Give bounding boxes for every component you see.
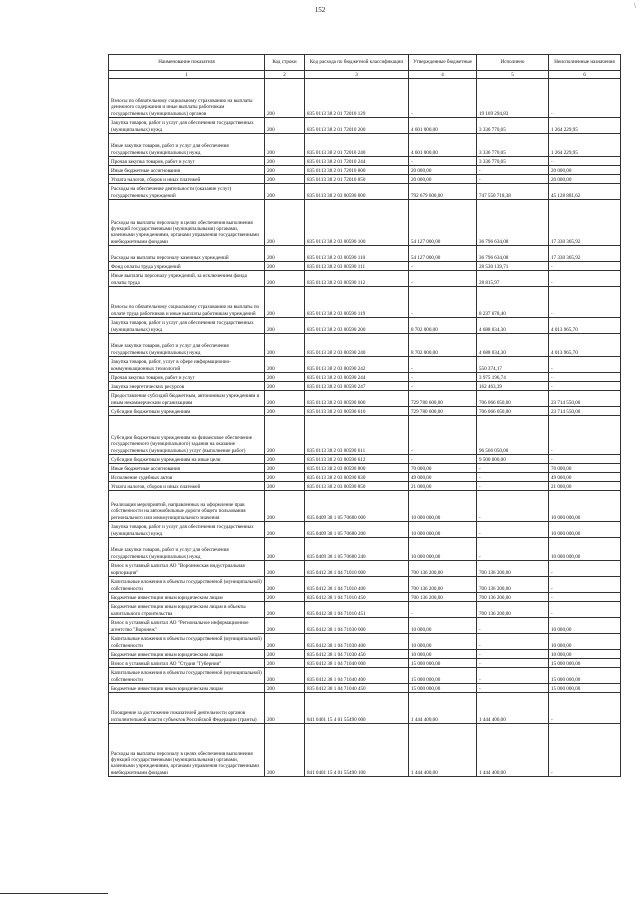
row-classification: 835 0113 38 2 03 00590 112: [305, 271, 409, 287]
table-row: [109, 200, 621, 246]
row-unexecuted: 10 000 000,00: [549, 522, 621, 538]
row-executed: 3 975 196,74: [477, 373, 549, 382]
table-row: [109, 134, 621, 157]
table-row: [109, 482, 621, 491]
row-unexecuted: 15 000 000,00: [549, 659, 621, 668]
row-classification: 835 0412 38 1 04 71030 000: [305, 618, 409, 634]
row-approved: 70 000,00: [409, 464, 477, 473]
row-approved: -: [409, 287, 477, 318]
row-executed: 36 796 634,08: [477, 200, 549, 246]
row-name: Закупка товаров, работ и услуг для обеспечения государственных (муниципальных) нужд: [109, 318, 265, 334]
row-line-code: 200: [265, 473, 305, 482]
table-row: [109, 634, 621, 650]
row-line-code: 200: [265, 157, 305, 166]
row-executed: -: [477, 175, 549, 184]
row-executed: -: [477, 668, 549, 684]
row-approved: 15 000 000,00: [409, 659, 477, 668]
column-number: 6: [549, 71, 621, 79]
row-unexecuted: 49 000,00: [549, 473, 621, 482]
row-name: Закупка товаров, работ и услуг для обеспечения государственных (муниципальных) нужд: [109, 118, 265, 134]
row-unexecuted: 20 000,00: [549, 175, 621, 184]
row-executed: 700 136 200,00: [477, 602, 549, 618]
row-line-code: 200: [265, 491, 305, 522]
row-approved: -: [409, 79, 477, 118]
row-classification: 835 0113 38 2 03 00590 111: [305, 262, 409, 271]
row-name: Иные закупки товаров, работ и услуг для обеспечения государственных (муниципальных) нужд: [109, 334, 265, 357]
table-row: [109, 166, 621, 175]
table-row: [109, 684, 621, 693]
row-executed: 3 336 770,05: [477, 118, 549, 134]
row-executed: -: [477, 491, 549, 522]
table-row: [109, 416, 621, 455]
row-name: Взнос в уставный капитал АО "Региональное информационное агентство "Воронеж": [109, 618, 265, 634]
row-approved: 700 136 200,00: [409, 577, 477, 593]
row-executed: -: [477, 473, 549, 482]
row-unexecuted: 17 330 365,92: [549, 200, 621, 246]
row-classification: 835 0113 38 2 03 00590 110: [305, 246, 409, 262]
row-classification: 841 0401 15 4 01 55490 000: [305, 693, 409, 724]
header-line-code: Код строки: [265, 55, 305, 71]
row-name: Субсидии бюджетным учреждениям: [109, 407, 265, 416]
row-name: Прочая закупка товаров, работ и услуг: [109, 373, 265, 382]
row-line-code: 200: [265, 634, 305, 650]
row-classification: 835 0412 38 1 04 71040 000: [305, 659, 409, 668]
row-unexecuted: 1 264 229,95: [549, 118, 621, 134]
row-executed: 1 444 400,00: [477, 724, 549, 777]
row-executed: -: [477, 618, 549, 634]
row-classification: 835 0113 38 2 01 72010 200: [305, 118, 409, 134]
row-classification: 835 0412 38 1 04 71010 450: [305, 593, 409, 602]
row-executed: 3 336 770,05: [477, 157, 549, 166]
row-unexecuted: -: [549, 455, 621, 464]
row-line-code: 200: [265, 373, 305, 382]
row-executed: 706 066 050,00: [477, 391, 549, 407]
row-approved: 729 780 600,00: [409, 407, 477, 416]
row-classification: 835 0113 38 2 03 00590 000: [305, 184, 409, 200]
table-row: [109, 246, 621, 262]
row-name: Закупка товаров, работ, услуг в сфере информационно-коммуникационных технологий: [109, 357, 265, 373]
row-executed: 4 688 034,30: [477, 334, 549, 357]
table-row: [109, 464, 621, 473]
row-line-code: 200: [265, 482, 305, 491]
row-unexecuted: 23 714 550,00: [549, 407, 621, 416]
row-executed: -: [477, 659, 549, 668]
column-number: 2: [265, 71, 305, 79]
row-approved: 15 000 000,00: [409, 668, 477, 684]
row-classification: 835 0113 38 2 03 00590 242: [305, 357, 409, 373]
row-unexecuted: -: [549, 561, 621, 577]
row-unexecuted: 10 000 000,00: [549, 491, 621, 522]
row-line-code: 200: [265, 391, 305, 407]
row-classification: 835 0412 38 1 04 71010 000: [305, 561, 409, 577]
row-classification: 835 0113 38 2 03 00590 612: [305, 455, 409, 464]
row-executed: 700 136 200,00: [477, 577, 549, 593]
row-unexecuted: 17 330 365,92: [549, 246, 621, 262]
table-row: [109, 118, 621, 134]
table-row: [109, 659, 621, 668]
row-line-code: 200: [265, 166, 305, 175]
row-name: Иные закупки товаров, работ и услуг для обеспечения государственных (муниципальных) нужд: [109, 538, 265, 561]
row-approved: -: [409, 416, 477, 455]
row-classification: 835 0113 38 2 03 00590 244: [305, 373, 409, 382]
row-line-code: 200: [265, 464, 305, 473]
row-approved: 1 444 400,00: [409, 724, 477, 777]
row-name: Бюджетные инвестиции иным юридическим лицам: [109, 684, 265, 693]
row-name: Исполнение судебных актов: [109, 473, 265, 482]
row-name: Взнос в уставный капитал АО "Студия "Губерния": [109, 659, 265, 668]
row-unexecuted: -: [549, 416, 621, 455]
row-executed: 36 796 634,08: [477, 246, 549, 262]
column-number: 5: [477, 71, 549, 79]
row-approved: 10 000,00: [409, 650, 477, 659]
row-classification: 835 0113 38 2 03 00590 800: [305, 464, 409, 473]
row-line-code: 200: [265, 334, 305, 357]
row-classification: 835 0409 38 1 05 70680 240: [305, 538, 409, 561]
table-row: [109, 271, 621, 287]
table-row: [109, 262, 621, 271]
row-executed: 96 566 050,00: [477, 416, 549, 455]
row-classification: 835 0113 38 2 01 72010 240: [305, 134, 409, 157]
row-unexecuted: -: [549, 602, 621, 618]
row-line-code: 200: [265, 318, 305, 334]
table-row: [109, 79, 621, 118]
row-classification: 835 0113 38 2 03 00590 119: [305, 287, 409, 318]
row-line-code: 200: [265, 407, 305, 416]
row-executed: 706 066 050,00: [477, 407, 549, 416]
column-number: 1: [109, 71, 265, 79]
table-row: [109, 318, 621, 334]
row-line-code: 200: [265, 175, 305, 184]
row-executed: -: [477, 166, 549, 175]
row-name: Реализация мероприятий, направленных на оформление прав собственности на автомобильные дороги общего пользования регионального или межмуниципального значения: [109, 491, 265, 522]
row-line-code: 200: [265, 693, 305, 724]
row-line-code: 200: [265, 184, 305, 200]
footnote-divider: [0, 893, 108, 894]
table-row: [109, 650, 621, 659]
table-row: [109, 157, 621, 166]
row-classification: 835 0412 38 1 04 71030 450: [305, 650, 409, 659]
row-name: Закупка энергетических ресурсов: [109, 382, 265, 391]
row-name: Уплата налогов, сборов и иных платежей: [109, 482, 265, 491]
row-line-code: 200: [265, 650, 305, 659]
row-executed: 4 688 034,30: [477, 318, 549, 334]
table-row: [109, 391, 621, 407]
row-classification: 835 0412 38 1 04 71010 400: [305, 577, 409, 593]
row-executed: 9 500 000,00: [477, 455, 549, 464]
row-executed: 19 169 294,83: [477, 79, 549, 118]
row-name: Иные закупки товаров, работ и услуг для обеспечения государственных (муниципальных) нужд: [109, 134, 265, 157]
row-unexecuted: 10 000,00: [549, 634, 621, 650]
row-executed: -: [477, 650, 549, 659]
row-classification: 835 0113 38 2 03 00590 830: [305, 473, 409, 482]
header-unexecuted: Неисполненные назначения: [549, 55, 621, 71]
budget-execution-table: [108, 54, 621, 777]
row-name: Капитальные вложения в объекты государственной (муниципальной) собственности: [109, 668, 265, 684]
row-unexecuted: -: [549, 577, 621, 593]
row-name: Иные выплаты персоналу учреждений, за исключением фонда оплаты труда: [109, 271, 265, 287]
row-name: Субсидии бюджетным учреждениям на финансовое обеспечение государственного (муниципального) задания на оказание государственных (муниципальных) услуг (выполнение работ): [109, 416, 265, 455]
row-approved: 8 702 000,00: [409, 318, 477, 334]
row-classification: 835 0113 38 2 01 72010 244: [305, 157, 409, 166]
row-executed: 3 336 770,05: [477, 134, 549, 157]
row-name: Расходы на выплаты персоналу в целях обеспечения выполнения функций государственными (муниципальными) органами, казенными учреждениями, органами управления государственными внебюджетными фондами: [109, 200, 265, 246]
row-line-code: 200: [265, 118, 305, 134]
table-row: [109, 593, 621, 602]
row-executed: 700 136 200,00: [477, 593, 549, 602]
row-line-code: 200: [265, 271, 305, 287]
header-name: Наименование показателя: [109, 55, 265, 71]
row-approved: 1 444 400,00: [409, 693, 477, 724]
row-line-code: 200: [265, 134, 305, 157]
row-unexecuted: 10 000,00: [549, 618, 621, 634]
row-approved: 20 000,00: [409, 175, 477, 184]
row-line-code: 200: [265, 602, 305, 618]
table-row: [109, 561, 621, 577]
row-name: Уплата налогов, сборов и иных платежей: [109, 175, 265, 184]
row-classification: 835 0113 38 2 03 00590 600: [305, 391, 409, 407]
row-unexecuted: -: [549, 593, 621, 602]
row-name: Фонд оплаты труда учреждений: [109, 262, 265, 271]
row-unexecuted: 15 000 000,00: [549, 668, 621, 684]
row-executed: -: [477, 538, 549, 561]
row-unexecuted: -: [549, 724, 621, 777]
row-approved: 20 000,00: [409, 166, 477, 175]
row-unexecuted: -: [549, 79, 621, 118]
row-classification: 835 0113 38 2 01 72010 129: [305, 79, 409, 118]
row-name: Прочая закупка товаров, работ и услуг: [109, 157, 265, 166]
table-row: [109, 668, 621, 684]
row-unexecuted: 23 714 550,00: [549, 391, 621, 407]
row-name: Бюджетные инвестиции иным юридическим лицам: [109, 650, 265, 659]
row-executed: 162 463,39: [477, 382, 549, 391]
table-row: [109, 577, 621, 593]
row-executed: 550 374,17: [477, 357, 549, 373]
table-row: [109, 473, 621, 482]
row-name: Взносы по обязательному социальному страхованию на выплаты по оплате труда работников и иные выплаты работникам учреждений: [109, 287, 265, 318]
row-unexecuted: 21 000,00: [549, 482, 621, 491]
row-executed: -: [477, 634, 549, 650]
row-executed: -: [477, 522, 549, 538]
row-name: Поощрение за достижение показателей деятельности органов исполнительной власти субъектов Российской Федерации (гранты): [109, 693, 265, 724]
row-line-code: 200: [265, 538, 305, 561]
row-approved: -: [409, 157, 477, 166]
row-approved: 54 127 000,00: [409, 246, 477, 262]
row-classification: 835 0113 38 2 03 00590 850: [305, 482, 409, 491]
row-unexecuted: 15 000 000,00: [549, 684, 621, 693]
row-unexecuted: 10 000 000,00: [549, 538, 621, 561]
table-body: [109, 79, 621, 777]
row-classification: 835 0412 38 1 04 71030 400: [305, 634, 409, 650]
column-number-row: [109, 71, 621, 79]
row-line-code: 200: [265, 200, 305, 246]
row-name: Закупка товаров, работ и услуг для обеспечения государственных (муниципальных) нужд: [109, 522, 265, 538]
row-approved: 21 000,00: [409, 482, 477, 491]
table-row: [109, 357, 621, 373]
row-name: Взнос в уставный капитал АО "Воронежская индустриальная корпорация": [109, 561, 265, 577]
column-number: 4: [409, 71, 477, 79]
report-table-container: [108, 54, 620, 777]
table-row: [109, 602, 621, 618]
row-line-code: 200: [265, 455, 305, 464]
row-approved: -: [409, 262, 477, 271]
row-unexecuted: -: [549, 287, 621, 318]
row-approved: 4 601 000,00: [409, 134, 477, 157]
row-approved: 10 000 000,00: [409, 538, 477, 561]
row-unexecuted: 45 128 881,62: [549, 184, 621, 200]
row-approved: -: [409, 373, 477, 382]
row-executed: 28 530 139,71: [477, 262, 549, 271]
row-approved: -: [409, 602, 477, 618]
row-name: Бюджетные инвестиции иным юридическим лицам: [109, 593, 265, 602]
row-classification: 835 0113 38 2 01 72010 850: [305, 175, 409, 184]
table-row: [109, 184, 621, 200]
header-classification: Код расхода по бюджетной классификации: [305, 55, 409, 71]
table-row: [109, 724, 621, 777]
row-approved: -: [409, 455, 477, 464]
table-row: [109, 287, 621, 318]
row-line-code: 200: [265, 668, 305, 684]
row-name: Иные бюджетные ассигнования: [109, 166, 265, 175]
row-approved: 15 000 000,00: [409, 684, 477, 693]
row-unexecuted: -: [549, 382, 621, 391]
row-executed: -: [477, 684, 549, 693]
table-row: [109, 382, 621, 391]
row-line-code: 200: [265, 416, 305, 455]
table-row: [109, 175, 621, 184]
row-classification: 835 0113 38 2 03 00590 200: [305, 318, 409, 334]
row-name: Иные бюджетные ассигнования: [109, 464, 265, 473]
row-line-code: 200: [265, 577, 305, 593]
row-classification: 835 0113 38 2 03 00590 610: [305, 407, 409, 416]
row-unexecuted: 1 264 229,95: [549, 134, 621, 157]
row-line-code: 200: [265, 357, 305, 373]
header-approved: Утвержденные бюджетные: [409, 55, 477, 71]
row-classification: 841 0401 15 4 01 55490 100: [305, 724, 409, 777]
row-approved: 700 136 200,00: [409, 561, 477, 577]
row-classification: 835 0409 38 1 05 70680 200: [305, 522, 409, 538]
row-executed: 1 444 400,00: [477, 693, 549, 724]
row-unexecuted: 4 013 965,70: [549, 318, 621, 334]
row-classification: 835 0113 38 2 01 72010 800: [305, 166, 409, 175]
row-line-code: 200: [265, 522, 305, 538]
row-unexecuted: 20 000,00: [549, 166, 621, 175]
table-row: [109, 407, 621, 416]
column-number: 3: [305, 71, 409, 79]
corner-mark: \: [634, 2, 636, 10]
row-name: Капитальные вложения в объекты государственной (муниципальной) собственности: [109, 577, 265, 593]
row-classification: 835 0412 38 1 04 71010 451: [305, 602, 409, 618]
row-name: Расходы на выплаты персоналу казенных учреждений: [109, 246, 265, 262]
row-line-code: 200: [265, 79, 305, 118]
row-executed: -: [477, 464, 549, 473]
row-classification: 835 0412 38 1 04 71040 400: [305, 668, 409, 684]
table-row: [109, 522, 621, 538]
row-line-code: 200: [265, 659, 305, 668]
row-unexecuted: -: [549, 693, 621, 724]
row-name: Расходы на выплаты персоналу в целях обеспечения выполнения функций государственными (муниципальными) органами, казенными учреждениями, органами управления государственными внебюджетными фондами: [109, 724, 265, 777]
table-row: [109, 491, 621, 522]
row-name: Предоставление субсидий бюджетным, автономным учреждениям и иным некоммерческим организациям: [109, 391, 265, 407]
row-line-code: 200: [265, 246, 305, 262]
table-row: [109, 618, 621, 634]
row-approved: 700 136 200,00: [409, 593, 477, 602]
row-classification: 835 0113 38 2 03 00590 611: [305, 416, 409, 455]
row-unexecuted: -: [549, 157, 621, 166]
row-approved: 10 000,00: [409, 634, 477, 650]
table-row: [109, 455, 621, 464]
row-classification: 835 0113 38 2 03 00590 240: [305, 334, 409, 357]
row-unexecuted: -: [549, 271, 621, 287]
row-approved: 10 000 000,00: [409, 491, 477, 522]
row-approved: 4 601 000,00: [409, 118, 477, 134]
row-approved: 792 679 600,00: [409, 184, 477, 200]
table-row: [109, 373, 621, 382]
row-classification: 835 0113 38 2 03 00590 247: [305, 382, 409, 391]
row-approved: 729 780 600,00: [409, 391, 477, 407]
row-unexecuted: 70 000,00: [549, 464, 621, 473]
row-unexecuted: -: [549, 262, 621, 271]
row-executed: 28 815,97: [477, 271, 549, 287]
row-classification: 835 0409 38 1 05 70680 000: [305, 491, 409, 522]
row-approved: 54 127 000,00: [409, 200, 477, 246]
header-executed: Исполнено: [477, 55, 549, 71]
row-line-code: 200: [265, 262, 305, 271]
row-name: Бюджетные инвестиции иным юридическим лицам в объекты капитального строительства: [109, 602, 265, 618]
row-executed: 747 550 718,38: [477, 184, 549, 200]
row-approved: -: [409, 357, 477, 373]
row-executed: 700 136 200,00: [477, 561, 549, 577]
table-row: [109, 334, 621, 357]
row-line-code: 200: [265, 382, 305, 391]
row-name: Расходы на обеспечение деятельности (оказание услуг) государственных учреждений: [109, 184, 265, 200]
row-approved: -: [409, 271, 477, 287]
row-approved: 49 000,00: [409, 473, 477, 482]
table-row: [109, 538, 621, 561]
row-line-code: 200: [265, 561, 305, 577]
row-line-code: 200: [265, 287, 305, 318]
table-header-row: [109, 55, 621, 71]
row-line-code: 200: [265, 618, 305, 634]
row-name: Взносы по обязательному социальному страхованию на выплаты денежного содержания и иные выплаты работникам государственных (муниципальных) органов: [109, 79, 265, 118]
row-approved: 8 702 000,00: [409, 334, 477, 357]
row-line-code: 200: [265, 593, 305, 602]
row-line-code: 200: [265, 724, 305, 777]
row-classification: 835 0113 38 2 03 00590 100: [305, 200, 409, 246]
row-name: Капитальные вложения в объекты государственной (муниципальной) собственности: [109, 634, 265, 650]
row-executed: -: [477, 482, 549, 491]
page-number: 152: [314, 6, 326, 14]
row-unexecuted: -: [549, 373, 621, 382]
row-line-code: 200: [265, 684, 305, 693]
row-name: Субсидии бюджетным учреждениям на иные цели: [109, 455, 265, 464]
row-approved: 10 000 000,00: [409, 522, 477, 538]
row-unexecuted: -: [549, 357, 621, 373]
row-classification: 835 0412 38 1 04 71040 450: [305, 684, 409, 693]
row-unexecuted: 4 013 965,70: [549, 334, 621, 357]
row-approved: 10 000,00: [409, 618, 477, 634]
row-executed: 8 237 678,40: [477, 287, 549, 318]
row-approved: -: [409, 382, 477, 391]
table-row: [109, 693, 621, 724]
row-unexecuted: 10 000,00: [549, 650, 621, 659]
